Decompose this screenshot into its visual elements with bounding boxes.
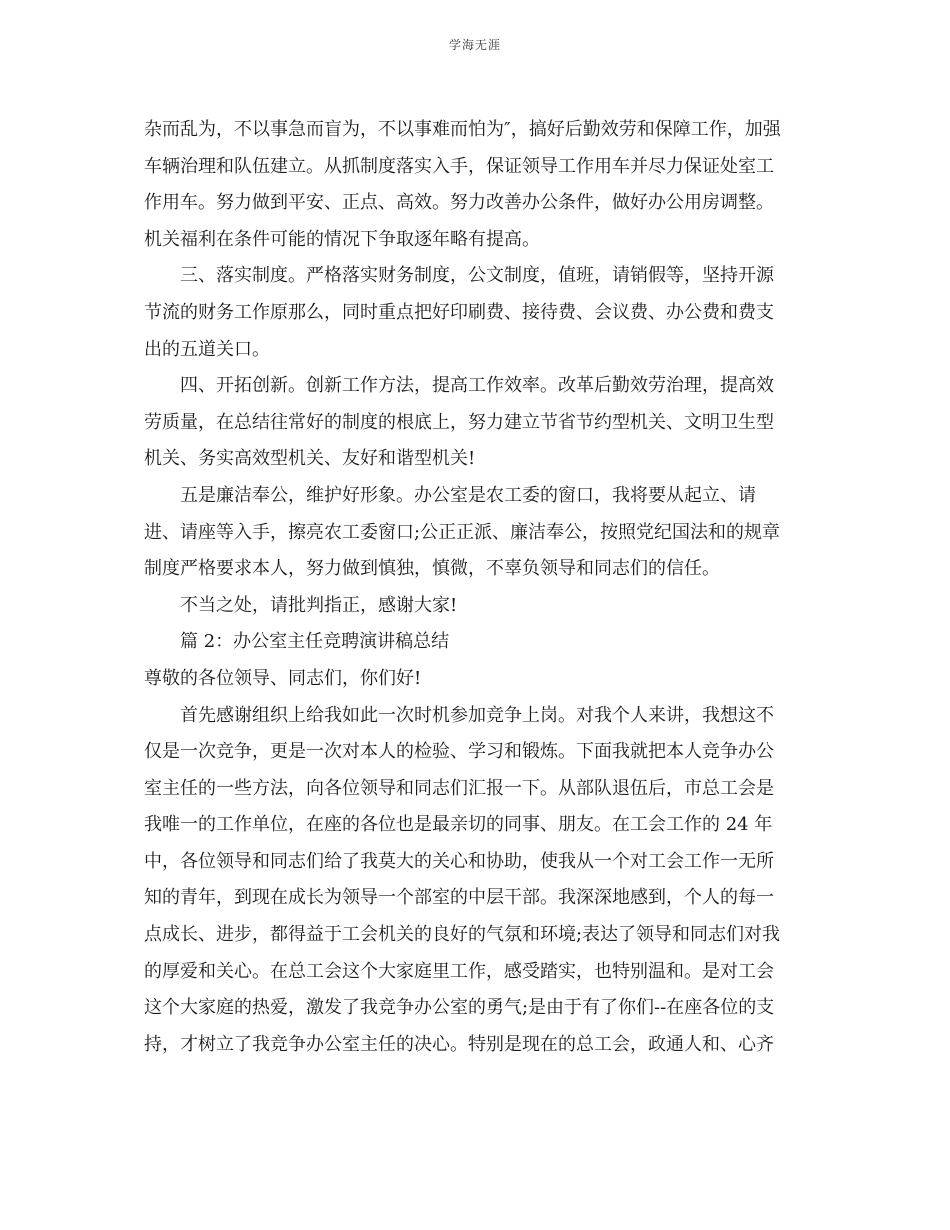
text-line: 的厚爱和关心。在总工会这个大家庭里工作，感受踏实，也特别温和。是对工会 bbox=[144, 960, 774, 982]
text-line: 劳质量，在总结往常好的制度的根底上，努力建立节省节约型机关、文明卫生型 bbox=[144, 411, 774, 433]
text-line: 杂而乱为，不以事急而盲为，不以事难而怕为″，搞好后勤效劳和保障工作，加强 bbox=[144, 119, 781, 140]
text-line: 我唯一的工作单位，在座的各位也是最亲切的同事、朋友。在工会工作的 24 年 bbox=[144, 814, 773, 836]
text-line: 室主任的一些方法，向各位领导和同志们汇报一下。从部队退伍后，市总工会是 bbox=[144, 777, 774, 799]
text-line: 五是廉洁奉公，维护好形象。办公室是农工委的窗口，我将要从起立、请 bbox=[180, 484, 756, 506]
text-line: 不当之处，请批判指正，感谢大家! bbox=[180, 594, 458, 616]
text-line: 四、开拓创新。创新工作方法，提高工作效率。改革后勤效劳治理，提高效 bbox=[180, 375, 774, 397]
text-line: 尊敬的各位领导、同志们，你们好! bbox=[144, 667, 422, 689]
text-line: 机关、务实高效型机关、友好和谐型机关! bbox=[144, 448, 476, 470]
text-line: 首先感谢组织上给我如此一次时机参加竞争上岗。对我个人来讲，我想这不 bbox=[180, 704, 774, 726]
text-line: 节流的财务工作原那么，同时重点把好印刷费、接待费、会议费、办公费和费支 bbox=[144, 301, 774, 323]
text-line: 知的青年，到现在成长为领导一个部室的中层干部。我深深地感到，个人的每一 bbox=[144, 887, 774, 909]
text-line: 出的五道关口。 bbox=[144, 338, 270, 360]
text-line: 这个大家庭的热爱，激发了我竞争办公室的勇气;是由于有了你们--在座各位的支 bbox=[144, 997, 775, 1019]
text-line: 持，才树立了我竞争办公室主任的决心。特别是现在的总工会，政通人和、心齐 bbox=[144, 1033, 774, 1055]
document-body bbox=[144, 112, 814, 1063]
text-line: 作用车。努力做到平安、正点、高效。努力改善办公条件，做好办公用房调整。 bbox=[144, 192, 774, 214]
text-line: 仅是一次竞争，更是一次对本人的检验、学习和锻炼。下面我就把本人竞争办公 bbox=[144, 741, 774, 763]
text-line: 中，各位领导和同志们给了我莫大的关心和协助，使我从一个对工会工作一无所 bbox=[144, 850, 774, 872]
text-line: 车辆治理和队伍建立。从抓制度落实入手，保证领导工作用车并尽力保证处室工 bbox=[144, 155, 774, 177]
text-line: 进、请座等入手，擦亮农工委窗口;公正正派、廉洁奉公，按照党纪国法和的规章 bbox=[144, 521, 781, 543]
text-line: 机关福利在条件可能的情况下争取逐年略有提高。 bbox=[144, 228, 540, 250]
text-line: 篇 2：办公室主任竞聘演讲稿总结 bbox=[180, 631, 450, 653]
text-line: 三、落实制度。严格落实财务制度，公文制度，值班，请销假等，坚持开源 bbox=[180, 265, 774, 287]
text-line: 制度严格要求本人，努力做到慎独，慎微，不辜负领导和同志们的信任。 bbox=[144, 558, 720, 580]
text-line: 点成长、进步，都得益于工会机关的良好的气氛和环境;表达了领导和同志们对我 bbox=[144, 924, 781, 946]
page-header: 学海无涯 bbox=[448, 38, 501, 52]
